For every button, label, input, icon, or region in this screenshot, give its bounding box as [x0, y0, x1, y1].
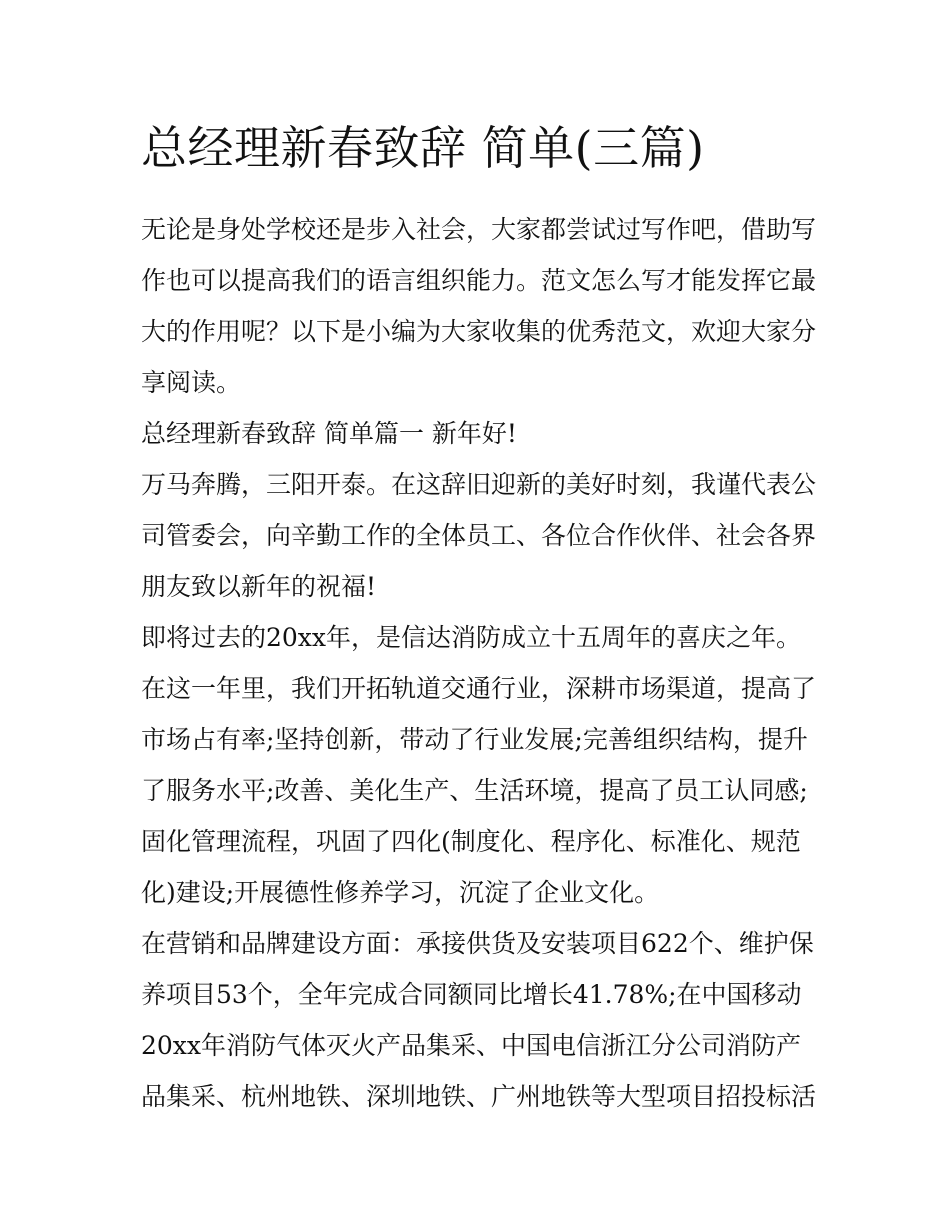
body-line: 市场占有率;坚持创新，带动了行业发展;完善组织结构，提升 — [141, 725, 808, 754]
body-line: 固化管理流程，巩固了四化(制度化、程序化、标准化、规范 — [141, 827, 801, 856]
body-line: 在这一年里，我们开拓轨道交通行业，深耕市场渠道，提高了 — [141, 674, 817, 703]
document-body — [141, 204, 817, 1122]
body-line: 在营销和品牌建设方面：承接供货及安装项目622个、维护保 — [141, 929, 814, 958]
body-line: 品集采、杭州地铁、深圳地铁、广州地铁等大型项目招投标活 — [141, 1082, 817, 1111]
body-line: 了服务水平;改善、美化生产、生活环境，提高了员工认同感; — [141, 776, 808, 805]
body-line: 享阅读。 — [141, 368, 242, 397]
body-line: 养项目53个，全年完成合同额同比增长41.78%;在中国移动 — [141, 980, 802, 1009]
document-content — [141, 112, 817, 1122]
body-line: 大的作用呢？以下是小编为大家收集的优秀范文，欢迎大家分 — [141, 317, 817, 346]
body-line: 20xx年消防气体灭火产品集采、中国电信浙江分公司消防产 — [141, 1031, 802, 1060]
body-line: 万马奔腾，三阳开泰。在这辞旧迎新的美好时刻，我谨代表公 — [141, 470, 817, 499]
body-line: 无论是身处学校还是步入社会，大家都尝试过写作吧，借助写 — [141, 215, 817, 244]
body-line: 朋友致以新年的祝福! — [141, 572, 377, 601]
body-line: 即将过去的20xx年，是信达消防成立十五周年的喜庆之年。 — [141, 623, 802, 652]
body-line: 司管委会，向辛勤工作的全体员工、各位合作伙伴、社会各界 — [141, 521, 817, 550]
document-title: 总经理新春致辞 简单(三篇) — [141, 121, 705, 175]
section-heading: 总经理新春致辞 简单篇一 新年好! — [141, 419, 517, 448]
body-line: 作也可以提高我们的语言组织能力。范文怎么写才能发挥它最 — [141, 266, 817, 295]
body-line: 化)建设;开展德性修养学习，沉淀了企业文化。 — [141, 878, 660, 907]
